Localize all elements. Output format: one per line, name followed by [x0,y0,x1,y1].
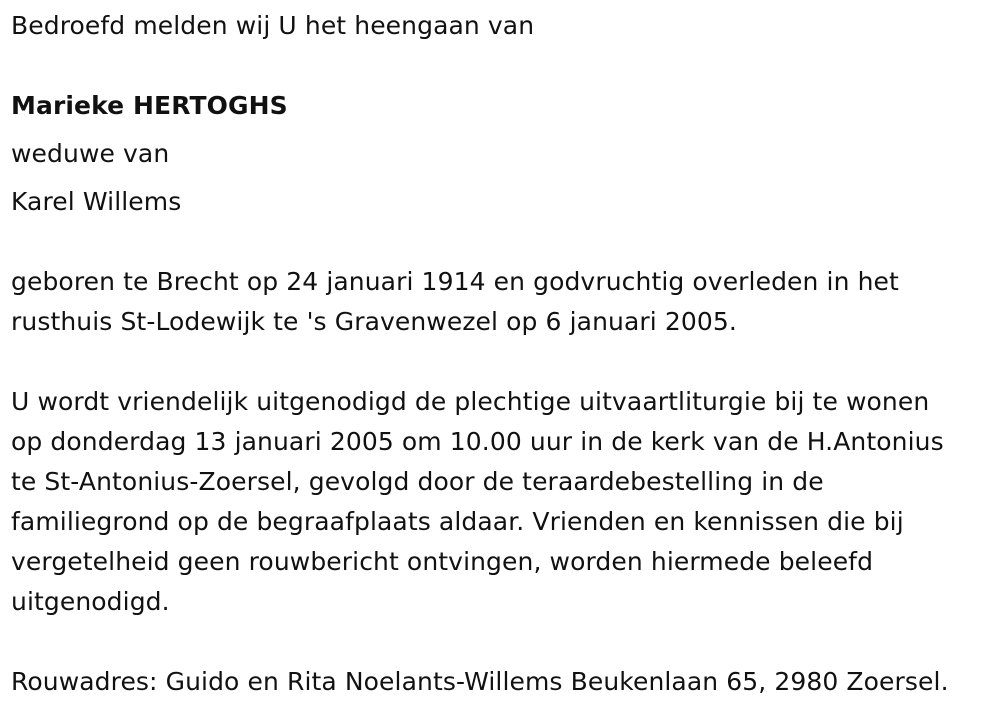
relation-text: weduwe van [11,139,170,168]
funeral-line: vergetelheid geen rouwbericht ontvingen, worden hiermede beleefd [11,547,874,576]
funeral-line: familiegrond op de begraafplaats aldaar. Vrienden en kennissen die bij [11,507,904,536]
funeral-line: uitgenodigd. [11,587,170,616]
spouse-name: Karel Willems [11,187,182,216]
birth-death-paragraph [11,262,899,342]
funeral-invitation-paragraph [11,382,944,622]
notice-intro: Bedroefd melden wij U het heengaan van [11,11,535,40]
deceased-name: Marieke HERTOGHS [11,91,288,120]
birth-death-line: geboren te Brecht op 24 januari 1914 en godvruchtig overleden in het [11,267,899,296]
birth-death-line: rusthuis St-Lodewijk te 's Gravenwezel op 6 januari 2005. [11,307,737,336]
mourning-address: Rouwadres: Guido en Rita Noelants-Willems Beukenlaan 65, 2980 Zoersel. [11,667,949,696]
funeral-line: op donderdag 13 januari 2005 om 10.00 uur in de kerk van de H.Antonius [11,427,944,456]
funeral-line: U wordt vriendelijk uitgenodigd de plechtige uitvaartliturgie bij te wonen [11,387,930,416]
funeral-line: te St-Antonius-Zoersel, gevolgd door de teraardebestelling in de [11,467,824,496]
